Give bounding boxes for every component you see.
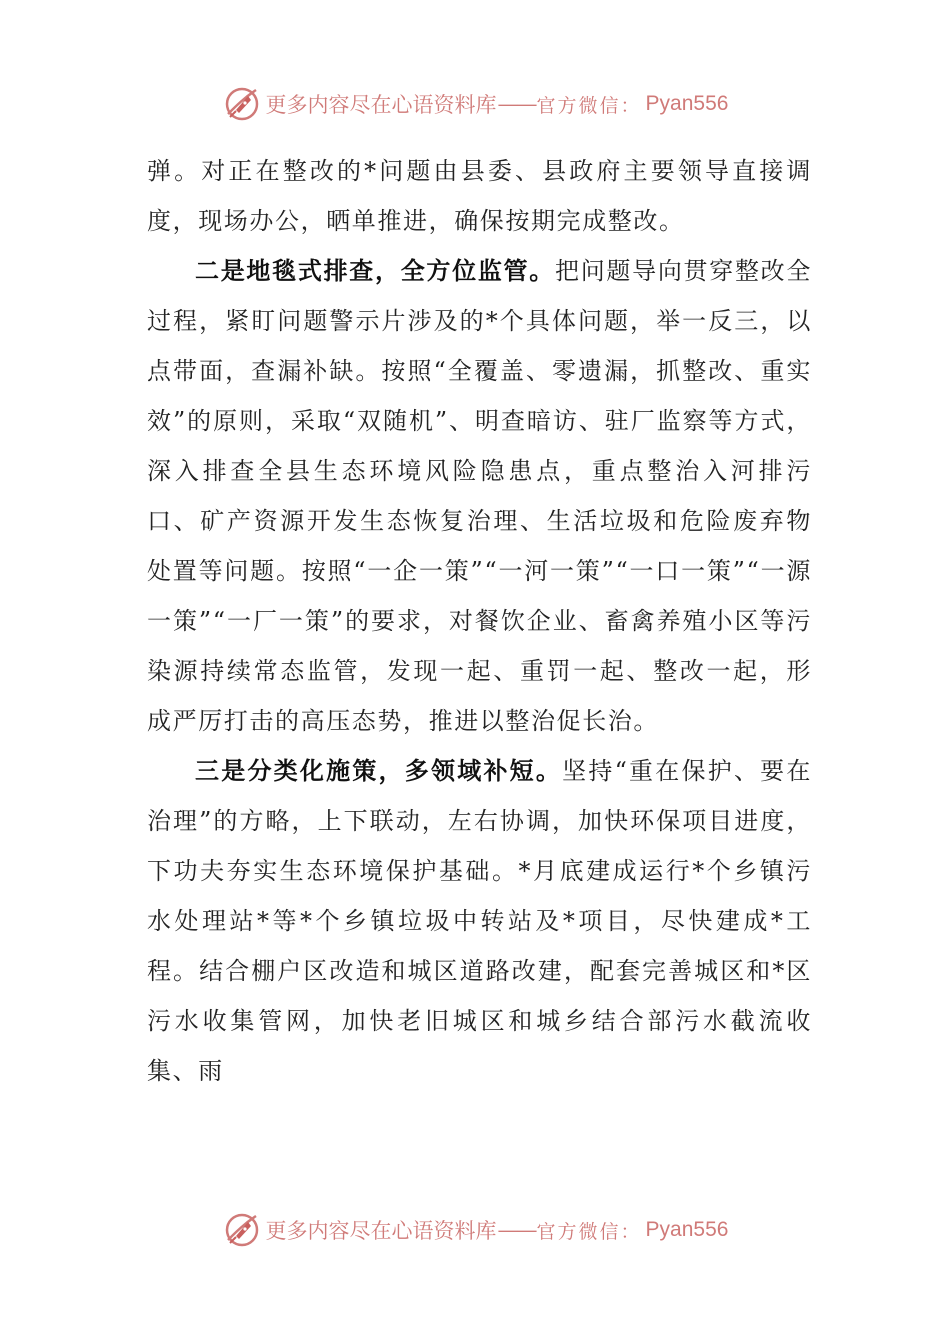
banner-wechat-id: Pyan556 — [645, 1218, 729, 1241]
pen-nib-logo-icon — [222, 84, 262, 124]
paragraph-heading: 三是分类化施策，多领域补短。 — [195, 756, 563, 785]
paragraph-continuation — [147, 146, 812, 246]
paragraph-heading: 二是地毯式排查，全方位监管。 — [195, 256, 555, 285]
paragraph-survey-supervision — [147, 246, 812, 746]
paragraph-text: 把问题导向贯穿整改全过程，紧盯问题警示片涉及的*个具体问题，举一反三，以点带面，查漏补缺。按照“全覆盖、零遗漏，抓整改、重实效”的原则，采取“双随机”、明查暗访、驻厂监察等方式，深入排查全县生态环境风险隐患点，重点整治入河排污口、矿产资源开发生态恢复治理、生活垃圾和危险废弃物处置等问题。按照“一企一策”“一河一策”“一口一策”“一源一策”“一厂一策”的要求，对餐饮企业、畜禽养殖小区等污染源持续常态监管，发现一起、重罚一起、整改一起，形成严厉打击的高压态势，推进以整治促长治。 — [147, 257, 812, 735]
banner-dash: —— — [497, 1218, 536, 1242]
document-body — [147, 146, 812, 1096]
banner-wechat-id: Pyan556 — [645, 92, 729, 115]
paragraph-classified-measures — [147, 746, 812, 1096]
banner-main-text: 更多内容尽在心语资料库 — [265, 1219, 497, 1243]
banner-wechat-label: 官方微信： — [536, 1220, 642, 1243]
paragraph-text: 坚持“重在保护、要在治理”的方略，上下联动，左右协调，加快环保项目进度，下功夫夯实生态环境保护基础。*月底建成运行*个乡镇污水处理站*等*个乡镇垃圾中转站及*项目，尽快建成*工程。结合棚户区改造和城区道路改建，配套完善城区和*区污水收集管网，加快老旧城区和城乡结合部污水截流收集、雨 — [147, 757, 812, 1085]
banner-main-text: 更多内容尽在心语资料库 — [265, 93, 497, 117]
paragraph-text: 弹。对正在整改的*问题由县委、县政府主要领导直接调度，现场办公，晒单推进，确保按期完成整改。 — [147, 157, 812, 235]
pen-nib-logo-icon — [222, 1210, 262, 1250]
footer-banner — [0, 1208, 950, 1252]
banner-dash: —— — [497, 92, 536, 116]
header-banner — [0, 82, 950, 126]
banner-wechat-label: 官方微信： — [536, 94, 642, 117]
